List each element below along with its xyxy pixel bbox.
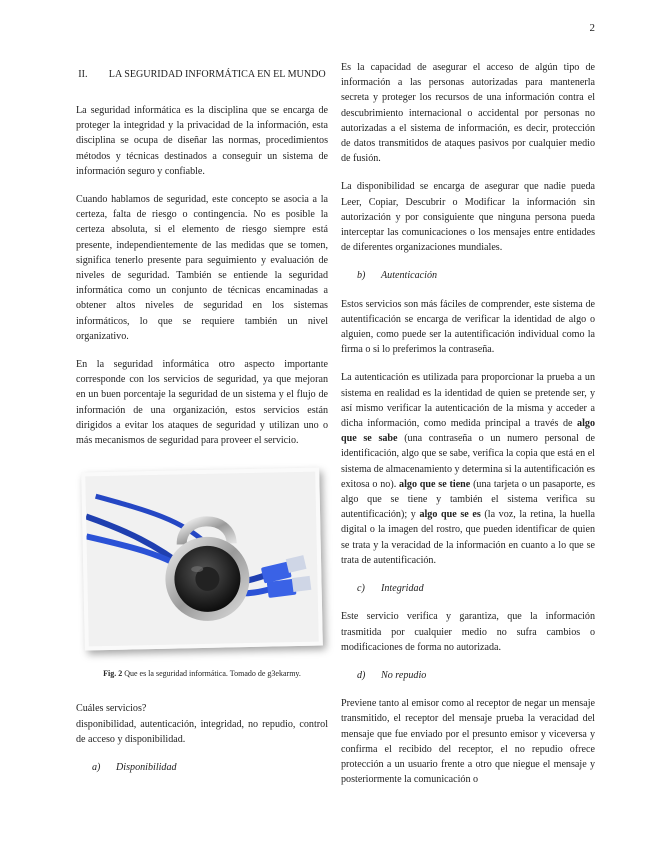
subheading-title: Disponibilidad bbox=[116, 762, 177, 774]
subheading-letter: c) bbox=[357, 583, 365, 595]
section-number: II. bbox=[78, 69, 88, 80]
figure-caption bbox=[76, 666, 328, 681]
bold-term: algo que se es bbox=[419, 509, 481, 521]
text-run: La autenticación es utilizada para proporcionar la prueba a un sistema en realidad es la identidad de quien se pretende ser, y así mismo verificar la autenticación de la misma y acceder a dicha información, como medida principal a través de bbox=[341, 372, 595, 430]
services-list: disponibilidad, autenticación, integridad, no repudio, control de acceso y disponibilidad. bbox=[76, 718, 328, 745]
paragraph: La seguridad informática es la disciplina que se encarga de proteger la integridad y la privacidad de la información, esta disciplina se ocupa de diseñar las normas, procedimientos métodos y técnicas destinados a conseguir un sistema de información seguro y confiable. bbox=[76, 105, 328, 177]
subheading-title: Autenticación bbox=[381, 270, 438, 282]
paragraph: Cuando hablamos de seguridad, este concepto se asocia a la certeza, falta de riesgo o contingencia. No es posible la certeza absoluta, si el elemento de riesgo siempre está presente, independientemente de las medidas que se tomen, significa tenerlo presente para seguimiento y evaluación de niveles de seguridad. También se entiende la seguridad informática como un conjunto de técnicas encaminadas a obtener altos niveles de seguridad en los sistemas informáticos, lo que se requiere también un nivel organizativo. bbox=[76, 194, 328, 342]
paragraph: Estos servicios son más fáciles de comprender, este sistema de autentificación se encarga de verificar la identidad de algo o alguien, como puede ser la autentificación individual como la firma o si lo preferimos la contraseña. bbox=[341, 298, 595, 356]
subheading-title: Integridad bbox=[381, 583, 424, 595]
services-question: Cuáles servicios? bbox=[76, 703, 147, 715]
caption-text: Que es la seguridad informática. Tomado de g3ekarmy. bbox=[124, 669, 301, 679]
caption-label: Fig. 2 bbox=[103, 669, 123, 679]
figure-lock-cables bbox=[81, 468, 323, 651]
text-run: (la voz, la retina, la huella digital o la imagen del rostro, que pueden identificar de quien se trata y la veracidad de la información en cuanto a lo que se trata de autentificación. bbox=[341, 509, 595, 566]
paragraph-authentication bbox=[341, 370, 595, 568]
lock-cables-illustration bbox=[85, 472, 319, 647]
subheading-d bbox=[357, 668, 595, 683]
paragraph: La disponibilidad se encarga de asegurar que nadie pueda Leer, Copiar, Descubrir o Modificar la información sin autorización y por consiguiente que ninguna persona pueda interceptar las comunicaciones o los mensajes entre entidades de diferentes organizaciones mundiales. bbox=[341, 181, 595, 254]
paragraph: En la seguridad informática otro aspecto importante corresponde con los servicios de seguridad, ya que mejoran en un buen porcentaje la seguridad de un sistema y el flujo de información de una organización, estos servicios están dirigidos a evitar los ataques de seguridad y utilizan uno o más mecanismos de seguridad para proveer el servicio. bbox=[76, 359, 328, 447]
right-column bbox=[341, 60, 595, 800]
left-column bbox=[76, 60, 328, 788]
subheading-letter: a) bbox=[92, 762, 101, 774]
page-number: 2 bbox=[589, 22, 595, 34]
paragraph: Previene tanto al emisor como al receptor de negar un mensaje transmitido, el receptor del mensaje prueba la veracidad del mensaje que fue enviado por el presunto emisor y viceversa y confirma el recibido del receptor, el no repudio ofrece protección a un usuario frente a otro que niegue el mensaje y posteriormente la comunicación o bbox=[341, 698, 595, 786]
section-title: LA SEGURIDAD INFORMÁTICA EN EL MUNDO bbox=[108, 69, 326, 80]
paragraph: Este servicio verifica y garantiza, que la información trasmitida por cualquier medio no sufra cambios o modificaciones de forma no autorizada. bbox=[341, 611, 595, 653]
subheading-letter: b) bbox=[357, 270, 366, 282]
section-heading bbox=[76, 68, 328, 81]
subheading-a bbox=[92, 760, 328, 775]
bold-term: algo que se sabe bbox=[341, 418, 595, 445]
subheading-title: No repudio bbox=[381, 669, 427, 681]
subheading-c bbox=[357, 581, 595, 596]
text-run: (una contraseña o un numero personal de identificación, algo que se sabe, verifica la copia que está en el sistema de almacenamiento y determina si la autentificación es exitosa o no). bbox=[341, 433, 596, 490]
text-run: (una tarjeta o un pasaporte, es algo que se tiene y también el sistema verifica su autentificación); y bbox=[341, 478, 595, 521]
paragraph: Es la capacidad de asegurar el acceso de algún tipo de información a las personas autorizadas para mantenerla secreta y proteger los recursos de una información contra el descubrimiento internacional o accidental por personas no autorizadas a el sistema de información, es decir, protección de datos transmitidos de ataques pasivos por cualquier medio de fusión. bbox=[341, 62, 595, 165]
subheading-b bbox=[357, 268, 595, 283]
bold-term: algo que se tiene bbox=[399, 478, 471, 490]
subheading-letter: d) bbox=[357, 669, 366, 681]
